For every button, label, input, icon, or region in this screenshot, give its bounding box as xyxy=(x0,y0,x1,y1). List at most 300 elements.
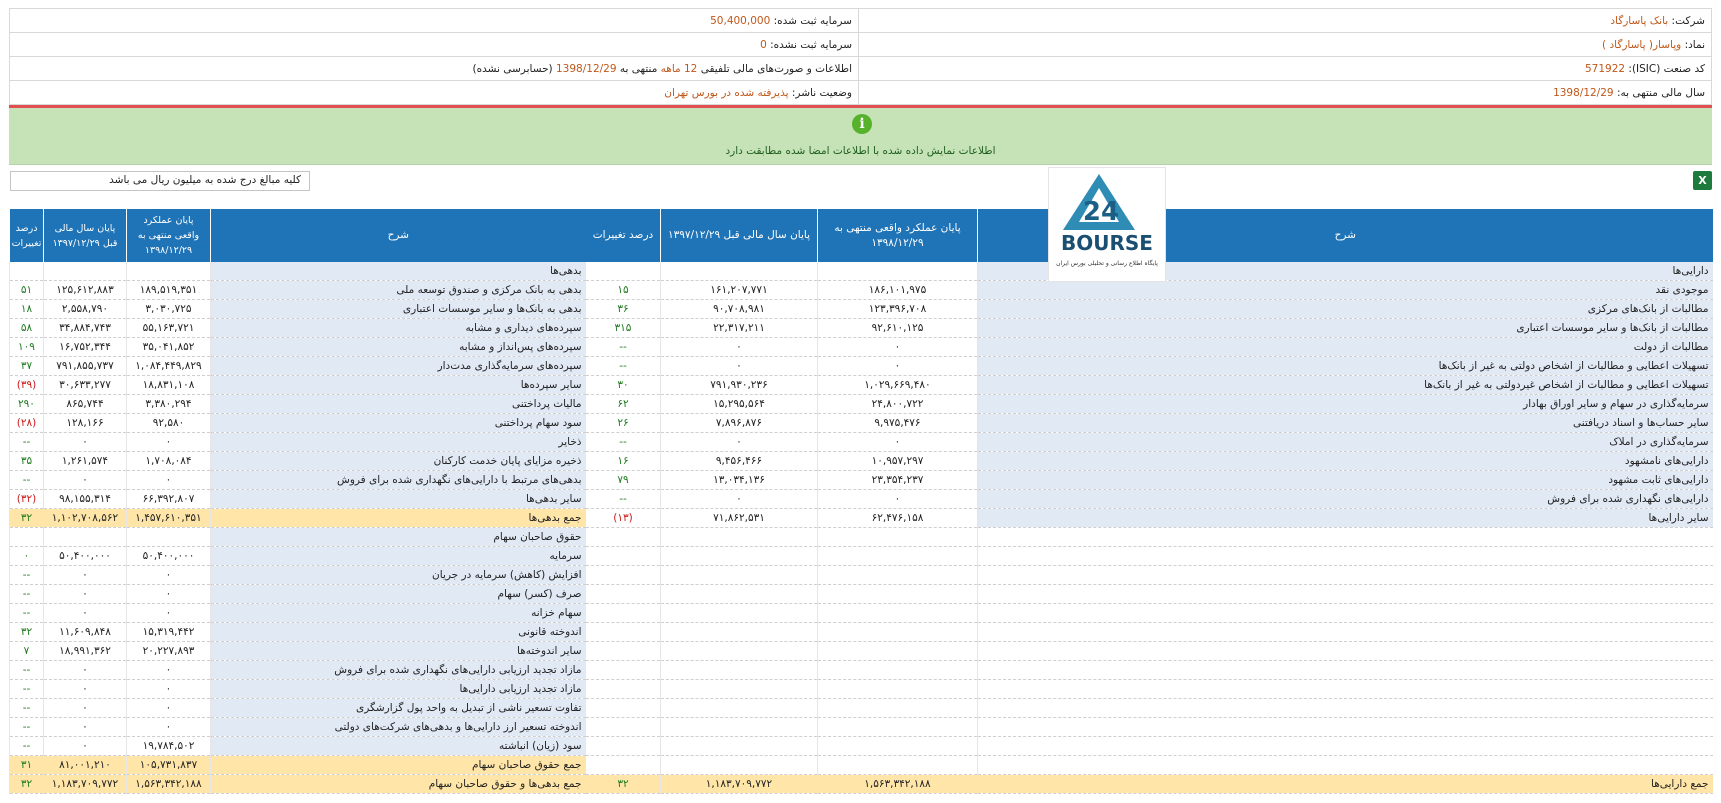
liabilities-change-cell xyxy=(10,528,44,547)
assets-row xyxy=(586,414,1713,433)
liabilities-desc-cell: سپرده‌های پس‌انداز و مشابه xyxy=(211,338,586,357)
assets-desc-cell xyxy=(978,699,1713,718)
liabilities-current-cell: ۱۸۹,۵۱۹,۳۵۱ xyxy=(127,281,211,300)
liabilities-current-cell: ۵۵,۱۶۳,۷۲۱ xyxy=(127,319,211,338)
liabilities-current-cell: ۰ xyxy=(127,433,211,452)
assets-row xyxy=(586,433,1713,452)
assets-blank-row xyxy=(586,718,1713,737)
liabilities-current-cell: ۱,۵۶۳,۳۴۲,۱۸۸ xyxy=(127,775,211,794)
unit-note: کلیه مبالغ درج شده به میلیون ریال می باشد xyxy=(10,171,310,191)
assets-desc-cell xyxy=(978,585,1713,604)
assets-desc-cell: دارایی‌های ثابت مشهود xyxy=(978,471,1713,490)
assets-previous-cell xyxy=(661,604,818,623)
assets-desc-cell: دارایی‌های نگهداری شده برای فروش xyxy=(978,490,1713,509)
assets-desc-cell: مطالبات از دولت xyxy=(978,338,1713,357)
liabilities-change-cell: -- xyxy=(10,471,44,490)
liabilities-desc-cell: مازاد تجدید ارزیابی دارایی‌های نگهداری شده برای فروش xyxy=(211,661,586,680)
liabilities-row xyxy=(10,433,586,452)
liabilities-desc-cell: جمع حقوق صاحبان سهام xyxy=(211,756,586,775)
assets-desc-cell: سایر دارایی‌ها xyxy=(978,509,1713,528)
assets-change-cell: -- xyxy=(586,433,661,452)
assets-change-cell: ۶۲ xyxy=(586,395,661,414)
notice-text: اطلاعات نمایش داده شده با اطلاعات امضا شده مطابقت دارد xyxy=(725,145,996,157)
isic-label: کد صنعت (ISIC): xyxy=(1628,62,1705,75)
liabilities-row xyxy=(10,452,586,471)
assets-current-cell xyxy=(818,547,978,566)
liabilities-current-cell: ۱,۴۵۷,۶۱۰,۳۵۱ xyxy=(127,509,211,528)
liabilities-previous-cell: ۰ xyxy=(44,718,127,737)
liabilities-previous-cell: ۰ xyxy=(44,471,127,490)
assets-total-row xyxy=(586,775,1713,794)
liabilities-desc-cell: بدهی‌ها xyxy=(211,262,586,281)
assets-current-cell: ۶۲,۴۷۶,۱۵۸ xyxy=(818,509,978,528)
assets-desc-cell xyxy=(978,528,1713,547)
liabilities-row xyxy=(10,414,586,433)
liabilities-previous-cell: ۱۲۵,۶۱۲,۸۸۳ xyxy=(44,281,127,300)
liabilities-change-cell: ۳۲ xyxy=(10,775,44,794)
assets-change-cell xyxy=(586,623,661,642)
liabilities-desc-cell: مازاد تجدید ارزیابی دارایی‌ها xyxy=(211,680,586,699)
assets-desc-cell: تسهیلات اعطایی و مطالبات از اشخاص دولتی به غیر از بانک‌ها xyxy=(978,357,1713,376)
capital-cell xyxy=(10,9,859,33)
liabilities-desc-cell: سهام خزانه xyxy=(211,604,586,623)
liabilities-previous-cell: ۷۹۱,۸۵۵,۷۳۷ xyxy=(44,357,127,376)
assets-desc-cell xyxy=(978,566,1713,585)
liabilities-desc-cell: ذخیره مزایای پایان خدمت کارکنان xyxy=(211,452,586,471)
symbol-value[interactable]: وپاسار( پاسارگاد ) xyxy=(1602,38,1682,51)
assets-desc-cell xyxy=(978,718,1713,737)
fiscal-value: 1398/12/29 xyxy=(1553,86,1614,99)
assets-previous-cell: ۱۵,۲۹۵,۵۶۴ xyxy=(661,395,818,414)
liabilities-header-desc: شرح xyxy=(211,209,586,262)
liabilities-change-cell: -- xyxy=(10,718,44,737)
liabilities-change-cell: ۱۸ xyxy=(10,300,44,319)
liabilities-change-cell: ۳۲ xyxy=(10,623,44,642)
assets-change-cell xyxy=(586,756,661,775)
liabilities-previous-cell: ۸۶۵,۷۴۴ xyxy=(44,395,127,414)
assets-change-cell xyxy=(586,737,661,756)
assets-previous-cell xyxy=(661,585,818,604)
liabilities-row xyxy=(10,319,586,338)
liabilities-desc-cell: افزایش (کاهش) سرمایه در جریان xyxy=(211,566,586,585)
liabilities-current-cell: ۱۹,۷۸۴,۵۰۲ xyxy=(127,737,211,756)
assets-row xyxy=(586,376,1713,395)
liabilities-row xyxy=(10,281,586,300)
liabilities-current-cell: ۱۸,۸۳۱,۱۰۸ xyxy=(127,376,211,395)
assets-current-cell xyxy=(818,585,978,604)
assets-previous-cell: ۰ xyxy=(661,433,818,452)
assets-row xyxy=(586,395,1713,414)
bourse24-logo xyxy=(1048,167,1166,282)
info-icon: i xyxy=(852,114,872,134)
liabilities-previous-cell: ۰ xyxy=(44,604,127,623)
liabilities-previous-cell: ۱,۲۶۱,۵۷۴ xyxy=(44,452,127,471)
liabilities-change-cell: ۳۱ xyxy=(10,756,44,775)
assets-current-cell xyxy=(818,737,978,756)
unreg-capital-value: 0 xyxy=(760,38,767,51)
assets-desc-cell xyxy=(978,737,1713,756)
assets-previous-cell xyxy=(661,547,818,566)
liabilities-row xyxy=(10,718,586,737)
liabilities-desc-cell: بدهی به بانک‌ها و سایر موسسات اعتباری xyxy=(211,300,586,319)
liabilities-desc-cell: صرف (کسر) سهام xyxy=(211,585,586,604)
assets-previous-cell: ۰ xyxy=(661,338,818,357)
assets-current-cell: ۱۲۳,۳۹۶,۷۰۸ xyxy=(818,300,978,319)
assets-previous-cell: ۱۳,۰۳۴,۱۳۶ xyxy=(661,471,818,490)
assets-blank-row xyxy=(586,699,1713,718)
assets-change-cell xyxy=(586,699,661,718)
liabilities-previous-cell: ۰ xyxy=(44,699,127,718)
liabilities-total-row xyxy=(10,756,586,775)
assets-row xyxy=(586,281,1713,300)
assets-row xyxy=(586,338,1713,357)
assets-change-cell: ۳۲ xyxy=(586,775,661,794)
liabilities-current-cell: ۱,۰۸۴,۴۴۹,۸۲۹ xyxy=(127,357,211,376)
liabilities-previous-cell: ۳۰,۶۳۳,۲۷۷ xyxy=(44,376,127,395)
assets-change-cell xyxy=(586,642,661,661)
liabilities-desc-cell: اندوخته تسعیر ارز دارایی‌ها و بدهی‌های شرکت‌های دولتی xyxy=(211,718,586,737)
assets-current-cell: ۰ xyxy=(818,357,978,376)
assets-previous-cell xyxy=(661,262,818,281)
liabilities-current-cell xyxy=(127,262,211,281)
liabilities-previous-cell: ۹۸,۱۵۵,۳۱۴ xyxy=(44,490,127,509)
liabilities-total-row xyxy=(10,775,586,794)
liabilities-change-cell: (۳۹) xyxy=(10,376,44,395)
liabilities-current-cell: ۰ xyxy=(127,471,211,490)
assets-change-cell xyxy=(586,262,661,281)
assets-desc-cell xyxy=(978,642,1713,661)
liabilities-desc-cell: ذخایر xyxy=(211,433,586,452)
liabilities-change-cell xyxy=(10,262,44,281)
liabilities-current-cell: ۳,۳۸۰,۲۹۴ xyxy=(127,395,211,414)
liabilities-desc-cell: سپرده‌های سرمایه‌گذاری مدت‌دار xyxy=(211,357,586,376)
liabilities-header-row xyxy=(10,209,586,262)
liabilities-previous-cell: ۰ xyxy=(44,661,127,680)
liabilities-previous-cell: ۱,۱۰۲,۷۰۸,۵۶۲ xyxy=(44,509,127,528)
liabilities-current-cell: ۶۶,۳۹۲,۸۰۷ xyxy=(127,490,211,509)
liabilities-change-cell: ۱۰۹ xyxy=(10,338,44,357)
assets-previous-cell: ۷۹۱,۹۳۰,۲۳۶ xyxy=(661,376,818,395)
assets-desc-cell xyxy=(978,680,1713,699)
assets-desc-cell: سایر حساب‌ها و اسناد دریافتنی xyxy=(978,414,1713,433)
liabilities-row xyxy=(10,585,586,604)
liabilities-desc-cell: جمع بدهی‌ها xyxy=(211,509,586,528)
assets-desc-cell xyxy=(978,547,1713,566)
assets-current-cell xyxy=(818,680,978,699)
status-value: پذیرفته شده در بورس تهران xyxy=(664,86,789,99)
assets-current-cell xyxy=(818,262,978,281)
liabilities-desc-cell: مالیات پرداختنی xyxy=(211,395,586,414)
liabilities-row xyxy=(10,604,586,623)
assets-change-cell: -- xyxy=(586,357,661,376)
assets-previous-cell: ۱۶۱,۲۰۷,۷۷۱ xyxy=(661,281,818,300)
assets-change-cell xyxy=(586,547,661,566)
report-date: 1398/12/29 xyxy=(556,62,617,75)
assets-previous-cell xyxy=(661,528,818,547)
report-title-cell xyxy=(10,57,859,81)
liabilities-current-cell: ۰ xyxy=(127,680,211,699)
liabilities-current-cell: ۰ xyxy=(127,661,211,680)
liabilities-desc-cell: سایر اندوخته‌ها xyxy=(211,642,586,661)
liabilities-row xyxy=(10,566,586,585)
assets-desc-cell xyxy=(978,661,1713,680)
liabilities-current-cell: ۱۰۵,۷۳۱,۸۳۷ xyxy=(127,756,211,775)
liabilities-previous-cell: ۱۸,۹۹۱,۳۶۲ xyxy=(44,642,127,661)
liabilities-change-cell: (۲۸) xyxy=(10,414,44,433)
liabilities-previous-cell: ۰ xyxy=(44,433,127,452)
assets-previous-cell: ۰ xyxy=(661,357,818,376)
liabilities-current-cell: ۲۰,۲۲۷,۸۹۳ xyxy=(127,642,211,661)
liabilities-current-cell: ۰ xyxy=(127,585,211,604)
liabilities-current-cell: ۰ xyxy=(127,718,211,737)
assets-current-cell xyxy=(818,699,978,718)
liabilities-row xyxy=(10,490,586,509)
liabilities-previous-cell: ۰ xyxy=(44,566,127,585)
assets-current-cell: ۱,۰۲۹,۶۶۹,۴۸۰ xyxy=(818,376,978,395)
assets-change-cell: ۲۶ xyxy=(586,414,661,433)
assets-header-previous: پایان سال مالی قبل ۱۳۹۷/۱۲/۲۹ xyxy=(661,209,818,262)
assets-previous-cell: ۷,۸۹۶,۸۷۶ xyxy=(661,414,818,433)
assets-blank-row xyxy=(586,528,1713,547)
assets-row xyxy=(586,490,1713,509)
report-period: 12 ماهه xyxy=(660,62,698,75)
assets-change-cell: ۳۰ xyxy=(586,376,661,395)
assets-previous-cell xyxy=(661,566,818,585)
report-prefix: اطلاعات و صورت‌های مالی تلفیقی xyxy=(700,62,852,75)
assets-current-cell: ۲۴,۸۰۰,۷۲۲ xyxy=(818,395,978,414)
liabilities-change-cell: ۷ xyxy=(10,642,44,661)
status-cell xyxy=(10,81,859,105)
liabilities-desc-cell: سرمایه xyxy=(211,547,586,566)
liabilities-change-cell: ۵۱ xyxy=(10,281,44,300)
assets-header-desc: شرح xyxy=(978,209,1713,262)
assets-previous-cell xyxy=(661,718,818,737)
liabilities-desc-cell: اندوخته قانونی xyxy=(211,623,586,642)
assets-desc-cell: دارایی‌های نامشهود xyxy=(978,452,1713,471)
liabilities-current-cell: ۱,۷۰۸,۰۸۴ xyxy=(127,452,211,471)
liabilities-current-cell: ۵۰,۴۰۰,۰۰۰ xyxy=(127,547,211,566)
assets-current-cell: ۲۳,۳۵۴,۲۳۷ xyxy=(818,471,978,490)
liabilities-change-cell: ۵۸ xyxy=(10,319,44,338)
assets-current-cell xyxy=(818,718,978,737)
liabilities-previous-cell: ۱,۱۸۳,۷۰۹,۷۷۲ xyxy=(44,775,127,794)
liabilities-current-cell: ۳,۰۳۰,۷۲۵ xyxy=(127,300,211,319)
liabilities-current-cell: ۰ xyxy=(127,699,211,718)
fiscal-label: سال مالی منتهی به: xyxy=(1616,86,1705,99)
company-value[interactable]: بانک پاسارگاد xyxy=(1610,14,1669,27)
liabilities-change-cell: -- xyxy=(10,433,44,452)
assets-desc-cell: موجودی نقد xyxy=(978,281,1713,300)
capital-value: 50,400,000 xyxy=(710,14,771,27)
liabilities-change-cell: ۳۵ xyxy=(10,452,44,471)
liabilities-desc-cell: سود سهام پرداختنی xyxy=(211,414,586,433)
liabilities-desc-cell: بدهی به بانک مرکزی و صندوق توسعه ملی xyxy=(211,281,586,300)
assets-previous-cell xyxy=(661,756,818,775)
company-info-table xyxy=(9,8,1712,105)
assets-desc-cell: جمع دارایی‌ها xyxy=(978,775,1713,794)
liabilities-total-row xyxy=(10,509,586,528)
company-cell xyxy=(859,9,1712,33)
assets-change-cell: ۳۶ xyxy=(586,300,661,319)
assets-desc-cell: تسهیلات اعطایی و مطالبات از اشخاص غیردولتی به غیر از بانک‌ها xyxy=(978,376,1713,395)
assets-change-cell: (۱۳) xyxy=(586,509,661,528)
liabilities-change-cell: ۳۷ xyxy=(10,357,44,376)
assets-desc-cell: دارایی‌ها xyxy=(978,262,1713,281)
liabilities-current-cell: ۰ xyxy=(127,566,211,585)
liabilities-row xyxy=(10,547,586,566)
liabilities-change-cell: ۰ xyxy=(10,547,44,566)
assets-blank-row xyxy=(586,547,1713,566)
liabilities-previous-cell: ۵۰,۴۰۰,۰۰۰ xyxy=(44,547,127,566)
assets-row xyxy=(586,357,1713,376)
status-label: وضعیت ناشر: xyxy=(791,86,852,99)
liabilities-row xyxy=(10,642,586,661)
liabilities-change-cell: -- xyxy=(10,566,44,585)
assets-previous-cell: ۷۱,۸۶۲,۵۳۱ xyxy=(661,509,818,528)
liabilities-row xyxy=(10,699,586,718)
symbol-label: نماد: xyxy=(1684,38,1705,51)
assets-row xyxy=(586,471,1713,490)
assets-blank-row xyxy=(586,737,1713,756)
liabilities-desc-cell: سایر بدهی‌ها xyxy=(211,490,586,509)
assets-change-cell xyxy=(586,585,661,604)
assets-current-cell xyxy=(818,623,978,642)
company-label: شرکت: xyxy=(1671,14,1705,27)
logo-text: BOURSE xyxy=(1061,231,1153,255)
liabilities-desc-cell: سایر سپرده‌ها xyxy=(211,376,586,395)
liabilities-current-cell: ۰ xyxy=(127,604,211,623)
assets-change-cell xyxy=(586,718,661,737)
assets-previous-cell xyxy=(661,642,818,661)
liabilities-current-cell: ۳۵,۰۴۱,۸۵۲ xyxy=(127,338,211,357)
liabilities-desc-cell: حقوق صاحبان سهام xyxy=(211,528,586,547)
liabilities-row xyxy=(10,376,586,395)
assets-change-cell: ۱۵ xyxy=(586,281,661,300)
liabilities-row xyxy=(10,395,586,414)
liabilities-previous-cell: ۰ xyxy=(44,737,127,756)
liabilities-current-cell: ۱۵,۳۱۹,۴۴۲ xyxy=(127,623,211,642)
liabilities-change-cell: -- xyxy=(10,680,44,699)
assets-blank-row xyxy=(586,661,1713,680)
assets-blank-row xyxy=(586,566,1713,585)
excel-icon[interactable]: X xyxy=(1693,171,1712,190)
liabilities-previous-cell xyxy=(44,528,127,547)
assets-current-cell xyxy=(818,566,978,585)
assets-change-cell xyxy=(586,566,661,585)
assets-blank-row xyxy=(586,623,1713,642)
liabilities-desc-cell: جمع بدهی‌ها و حقوق صاحبان سهام xyxy=(211,775,586,794)
report-mid: منتهی به xyxy=(619,62,658,75)
assets-blank-row xyxy=(586,604,1713,623)
assets-previous-cell: ۲۲,۳۱۷,۲۱۱ xyxy=(661,319,818,338)
liabilities-previous-cell: ۰ xyxy=(44,680,127,699)
liabilities-change-cell: -- xyxy=(10,585,44,604)
unreg-capital-cell xyxy=(10,33,859,57)
liabilities-previous-cell: ۳۴,۸۸۴,۷۴۳ xyxy=(44,319,127,338)
logo-number: 24 xyxy=(1082,197,1120,227)
assets-change-cell xyxy=(586,680,661,699)
fiscal-cell xyxy=(859,81,1712,105)
assets-current-cell: ۰ xyxy=(818,433,978,452)
assets-current-cell xyxy=(818,661,978,680)
assets-previous-cell xyxy=(661,680,818,699)
liabilities-desc-cell: سود (زیان) انباشته xyxy=(211,737,586,756)
notice-banner xyxy=(9,108,1712,165)
liabilities-change-cell: ۲۹۰ xyxy=(10,395,44,414)
assets-previous-cell: ۹,۴۵۶,۴۶۶ xyxy=(661,452,818,471)
assets-blank-row xyxy=(586,642,1713,661)
assets-previous-cell: ۰ xyxy=(661,490,818,509)
liabilities-current-cell: ۹۲,۵۸۰ xyxy=(127,414,211,433)
liabilities-section-row xyxy=(10,528,586,547)
assets-change-cell: ۷۹ xyxy=(586,471,661,490)
liabilities-change-cell: -- xyxy=(10,699,44,718)
assets-change-cell: -- xyxy=(586,490,661,509)
assets-row xyxy=(586,509,1713,528)
assets-current-cell xyxy=(818,528,978,547)
liabilities-row xyxy=(10,357,586,376)
liabilities-change-cell: ۳۲ xyxy=(10,509,44,528)
assets-current-cell: ۱۰,۹۵۷,۲۹۷ xyxy=(818,452,978,471)
assets-previous-cell xyxy=(661,737,818,756)
capital-label: سرمایه ثبت شده: xyxy=(773,14,852,27)
assets-desc-cell: سرمایه‌گذاری در املاک xyxy=(978,433,1713,452)
liabilities-table xyxy=(9,209,586,794)
liabilities-desc-cell: بدهی‌های مرتبط با دارایی‌های نگهداری شده برای فروش xyxy=(211,471,586,490)
assets-desc-cell xyxy=(978,623,1713,642)
liabilities-previous-cell: ۲,۵۵۸,۷۹۰ xyxy=(44,300,127,319)
liabilities-change-cell: -- xyxy=(10,661,44,680)
unreg-capital-label: سرمایه ثبت نشده: xyxy=(770,38,852,51)
assets-previous-cell xyxy=(661,623,818,642)
assets-current-cell xyxy=(818,604,978,623)
liabilities-previous-cell: ۱۶,۷۵۲,۳۴۴ xyxy=(44,338,127,357)
liabilities-row xyxy=(10,680,586,699)
isic-cell xyxy=(859,57,1712,81)
assets-previous-cell xyxy=(661,699,818,718)
assets-current-cell: ۱۸۶,۱۰۱,۹۷۵ xyxy=(818,281,978,300)
assets-row xyxy=(586,452,1713,471)
assets-previous-cell: ۹۰,۷۰۸,۹۸۱ xyxy=(661,300,818,319)
assets-current-cell: ۰ xyxy=(818,338,978,357)
assets-current-cell: ۱,۵۶۳,۳۴۲,۱۸۸ xyxy=(818,775,978,794)
assets-current-cell: ۹۲,۶۱۰,۱۲۵ xyxy=(818,319,978,338)
liabilities-header-previous: پایان سال مالی قبل ۱۳۹۷/۱۲/۲۹ xyxy=(44,209,127,262)
assets-blank-row xyxy=(586,756,1713,775)
assets-desc-cell: مطالبات از بانک‌های مرکزی xyxy=(978,300,1713,319)
liabilities-previous-cell: ۸۱,۰۰۱,۲۱۰ xyxy=(44,756,127,775)
liabilities-change-cell: -- xyxy=(10,604,44,623)
liabilities-current-cell xyxy=(127,528,211,547)
assets-current-cell xyxy=(818,756,978,775)
assets-change-cell: ۳۱۵ xyxy=(586,319,661,338)
liabilities-previous-cell: ۱۱,۶۰۹,۸۴۸ xyxy=(44,623,127,642)
assets-desc-cell: سرمایه‌گذاری در سهام و سایر اوراق بهادار xyxy=(978,395,1713,414)
liabilities-change-cell: -- xyxy=(10,737,44,756)
symbol-cell xyxy=(859,33,1712,57)
assets-change-cell: -- xyxy=(586,338,661,357)
liabilities-desc-cell: تفاوت تسعیر ناشی از تبدیل به واحد پول گزارشگری xyxy=(211,699,586,718)
assets-current-cell: ۹,۹۷۵,۴۷۶ xyxy=(818,414,978,433)
liabilities-desc-cell: سپرده‌های دیداری و مشابه xyxy=(211,319,586,338)
liabilities-row xyxy=(10,661,586,680)
assets-current-cell xyxy=(818,642,978,661)
liabilities-previous-cell: ۱۲۸,۱۶۶ xyxy=(44,414,127,433)
liabilities-section-row xyxy=(10,262,586,281)
assets-row xyxy=(586,300,1713,319)
assets-header-current: پایان عملکرد واقعی منتهی به ۱۳۹۸/۱۲/۲۹ xyxy=(818,209,978,262)
liabilities-row xyxy=(10,300,586,319)
